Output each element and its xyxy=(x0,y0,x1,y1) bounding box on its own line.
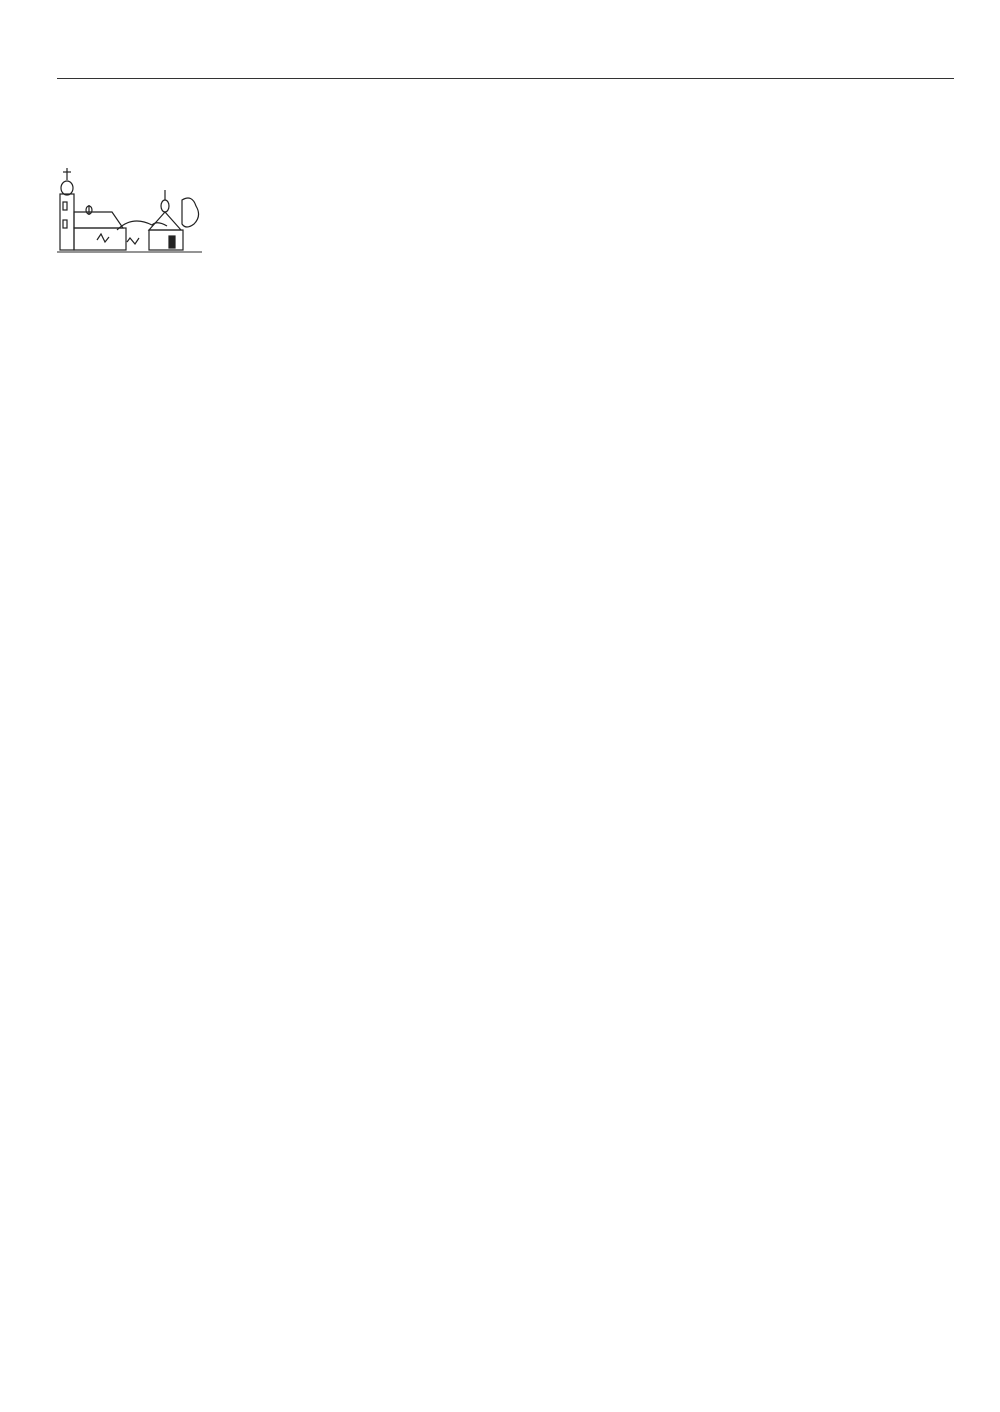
left-column xyxy=(57,90,485,278)
page-header xyxy=(57,40,954,79)
november-intro xyxy=(57,158,485,260)
church-illustration-icon xyxy=(57,160,202,255)
